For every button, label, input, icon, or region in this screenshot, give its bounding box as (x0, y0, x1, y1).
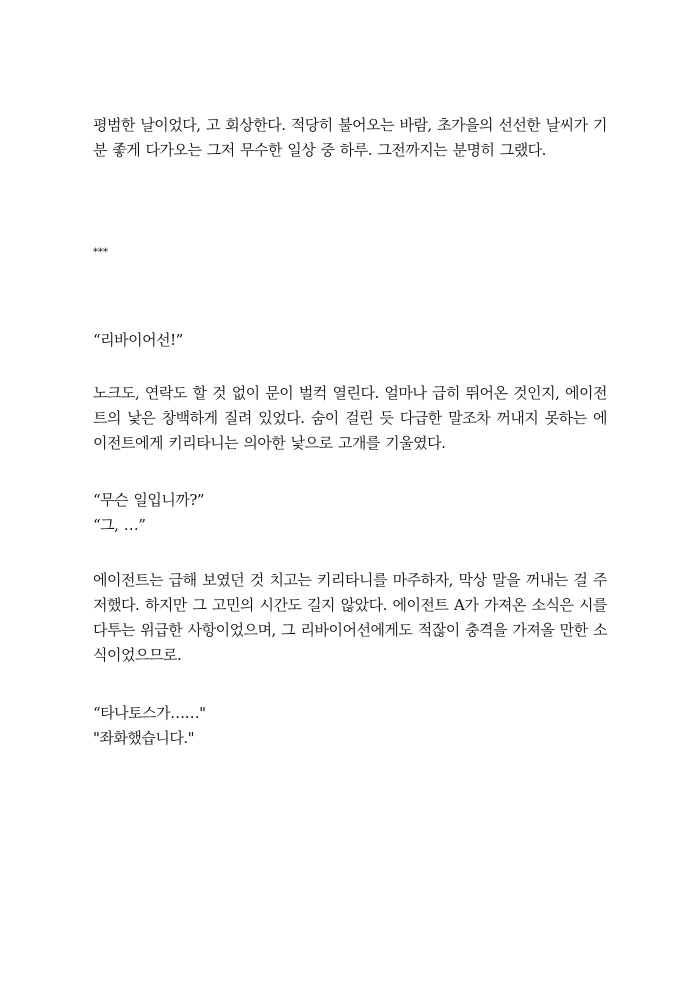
paragraph-opening: 평범한 날이었다, 고 회상한다. 적당히 불어오는 바람, 초가을의 선선한 날씨가 기분 좋게 다가오는 그저 무수한 일상 중 하루. 그전까지는 분명히 그랬다. (93, 116, 607, 159)
dialogue-line-hesitation: “그, …” (93, 516, 146, 534)
paragraph-door-opens: 노크도, 연락도 할 것 없이 문이 벌컥 열린다. 얼마나 급히 뛰어온 것인지, 에이전트의 낯은 창백하게 질려 있었다. 숨이 걸린 듯 다급한 말조차 꺼내지 못하는 에이전트에게 키리타니는 의아한 낯으로 고개를 기울였다. (93, 384, 607, 452)
dialogue-line-announcement: "좌화했습니다." (93, 729, 195, 747)
dialogue-line-thanatos: “타나토스가……" (93, 704, 206, 722)
dialogue-line-question: “무슨 일입니까?” (93, 491, 205, 509)
paragraph-agent-news: 에이전트는 급해 보였던 것 치고는 키리타니를 마주하자, 막상 말을 꺼내는 걸 주저했다. 하지만 그 고민의 시간도 길지 않았다. 에이전트 A가 가져온 소식은 시를 다투는 위급한 사항이었으며, 그 리바이어선에게도 적잖이 충격을 가져올 만한 소식이었으므로. (93, 571, 607, 664)
dialogue-line-leviathan: “리바이어선!” (93, 331, 183, 349)
scene-separator: *** (93, 247, 108, 258)
